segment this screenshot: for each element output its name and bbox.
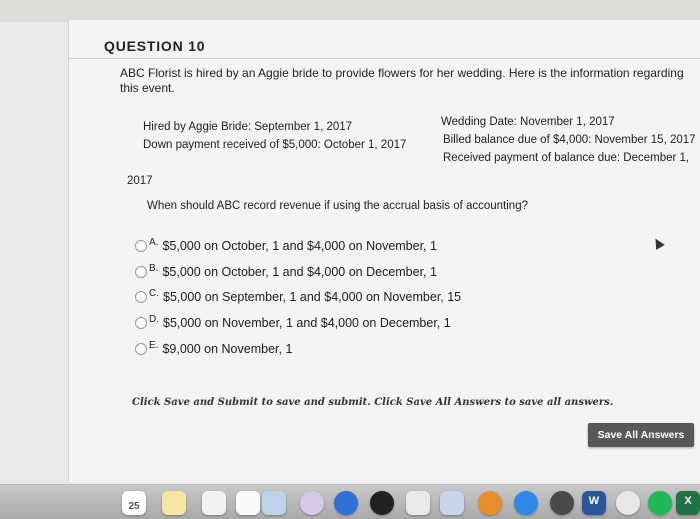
option-text: $5,000 on September, 1 and $4,000 on November, 15 — [163, 290, 462, 304]
calendar-app-icon[interactable] — [236, 491, 260, 515]
option-c[interactable] — [135, 288, 461, 306]
radio-button-c[interactable] — [135, 291, 147, 303]
option-a[interactable] — [135, 237, 437, 255]
option-text: $9,000 on November, 1 — [162, 342, 293, 356]
info-down-payment: Down payment received of $5,000: October 1, 2017 — [143, 139, 407, 151]
word-icon[interactable]: W — [582, 491, 606, 515]
question-text: When should ABC record revenue if using the accrual basis of accounting? — [147, 200, 528, 212]
option-text: $5,000 on October, 1 and $4,000 on December, 1 — [162, 265, 437, 279]
books-icon[interactable] — [478, 491, 502, 515]
option-b[interactable] — [135, 263, 437, 281]
question-prompt: ABC Florist is hired by an Aggie bride to provide flowers for her wedding. Here is the information regarding this event. — [120, 66, 684, 95]
info-wedding-date: Wedding Date: November 1, 2017 — [441, 116, 615, 128]
save-instructions: Click Save and Submit to save and submit. Click Save All Answers to save all answers. — [132, 397, 614, 408]
itunes-icon[interactable] — [550, 491, 574, 515]
numbers-icon[interactable] — [406, 491, 430, 515]
option-letter: E. — [149, 339, 159, 351]
radio-button-b[interactable] — [135, 266, 147, 278]
window-top-band — [0, 0, 700, 22]
option-letter: A. — [149, 236, 159, 248]
question-title: QUESTION 10 — [104, 38, 206, 54]
option-d[interactable] — [135, 314, 451, 332]
info-received-payment: Received payment of balance due: December 1, — [443, 152, 690, 164]
photos-icon[interactable] — [202, 491, 226, 515]
info-billed-balance: Billed balance due of $4,000: November 15, 2017 — [443, 134, 696, 146]
radio-button-e[interactable] — [135, 343, 147, 355]
preview-icon[interactable] — [262, 491, 286, 515]
title-divider — [68, 58, 700, 59]
dashboard-icon[interactable] — [370, 491, 394, 515]
info-year-wrap: 2017 — [127, 175, 153, 187]
save-all-answers-button[interactable]: Save All Answers — [588, 423, 694, 447]
radio-button-d[interactable] — [135, 317, 147, 329]
radio-button-a[interactable] — [135, 240, 147, 252]
dock — [0, 484, 700, 519]
option-letter: C. — [149, 287, 159, 299]
keynote-icon[interactable] — [440, 491, 464, 515]
option-text: $5,000 on November, 1 and $4,000 on December, 1 — [163, 316, 451, 330]
option-text: $5,000 on October, 1 and $4,000 on November, 1 — [162, 239, 437, 253]
app-store-icon[interactable] — [514, 491, 538, 515]
chrome-icon[interactable] — [334, 491, 358, 515]
info-hired-date: Hired by Aggie Bride: September 1, 2017 — [143, 121, 353, 133]
pinwheel-icon[interactable] — [300, 491, 324, 515]
option-e[interactable] — [135, 340, 292, 358]
excel-icon[interactable]: X — [676, 491, 700, 515]
option-letter: D. — [149, 313, 159, 325]
option-letter: B. — [149, 262, 159, 274]
notes-icon[interactable] — [162, 491, 186, 515]
calendar-icon[interactable]: 25 — [122, 491, 146, 515]
chrome-browser-icon[interactable] — [616, 491, 640, 515]
spotify-icon[interactable] — [648, 491, 672, 515]
